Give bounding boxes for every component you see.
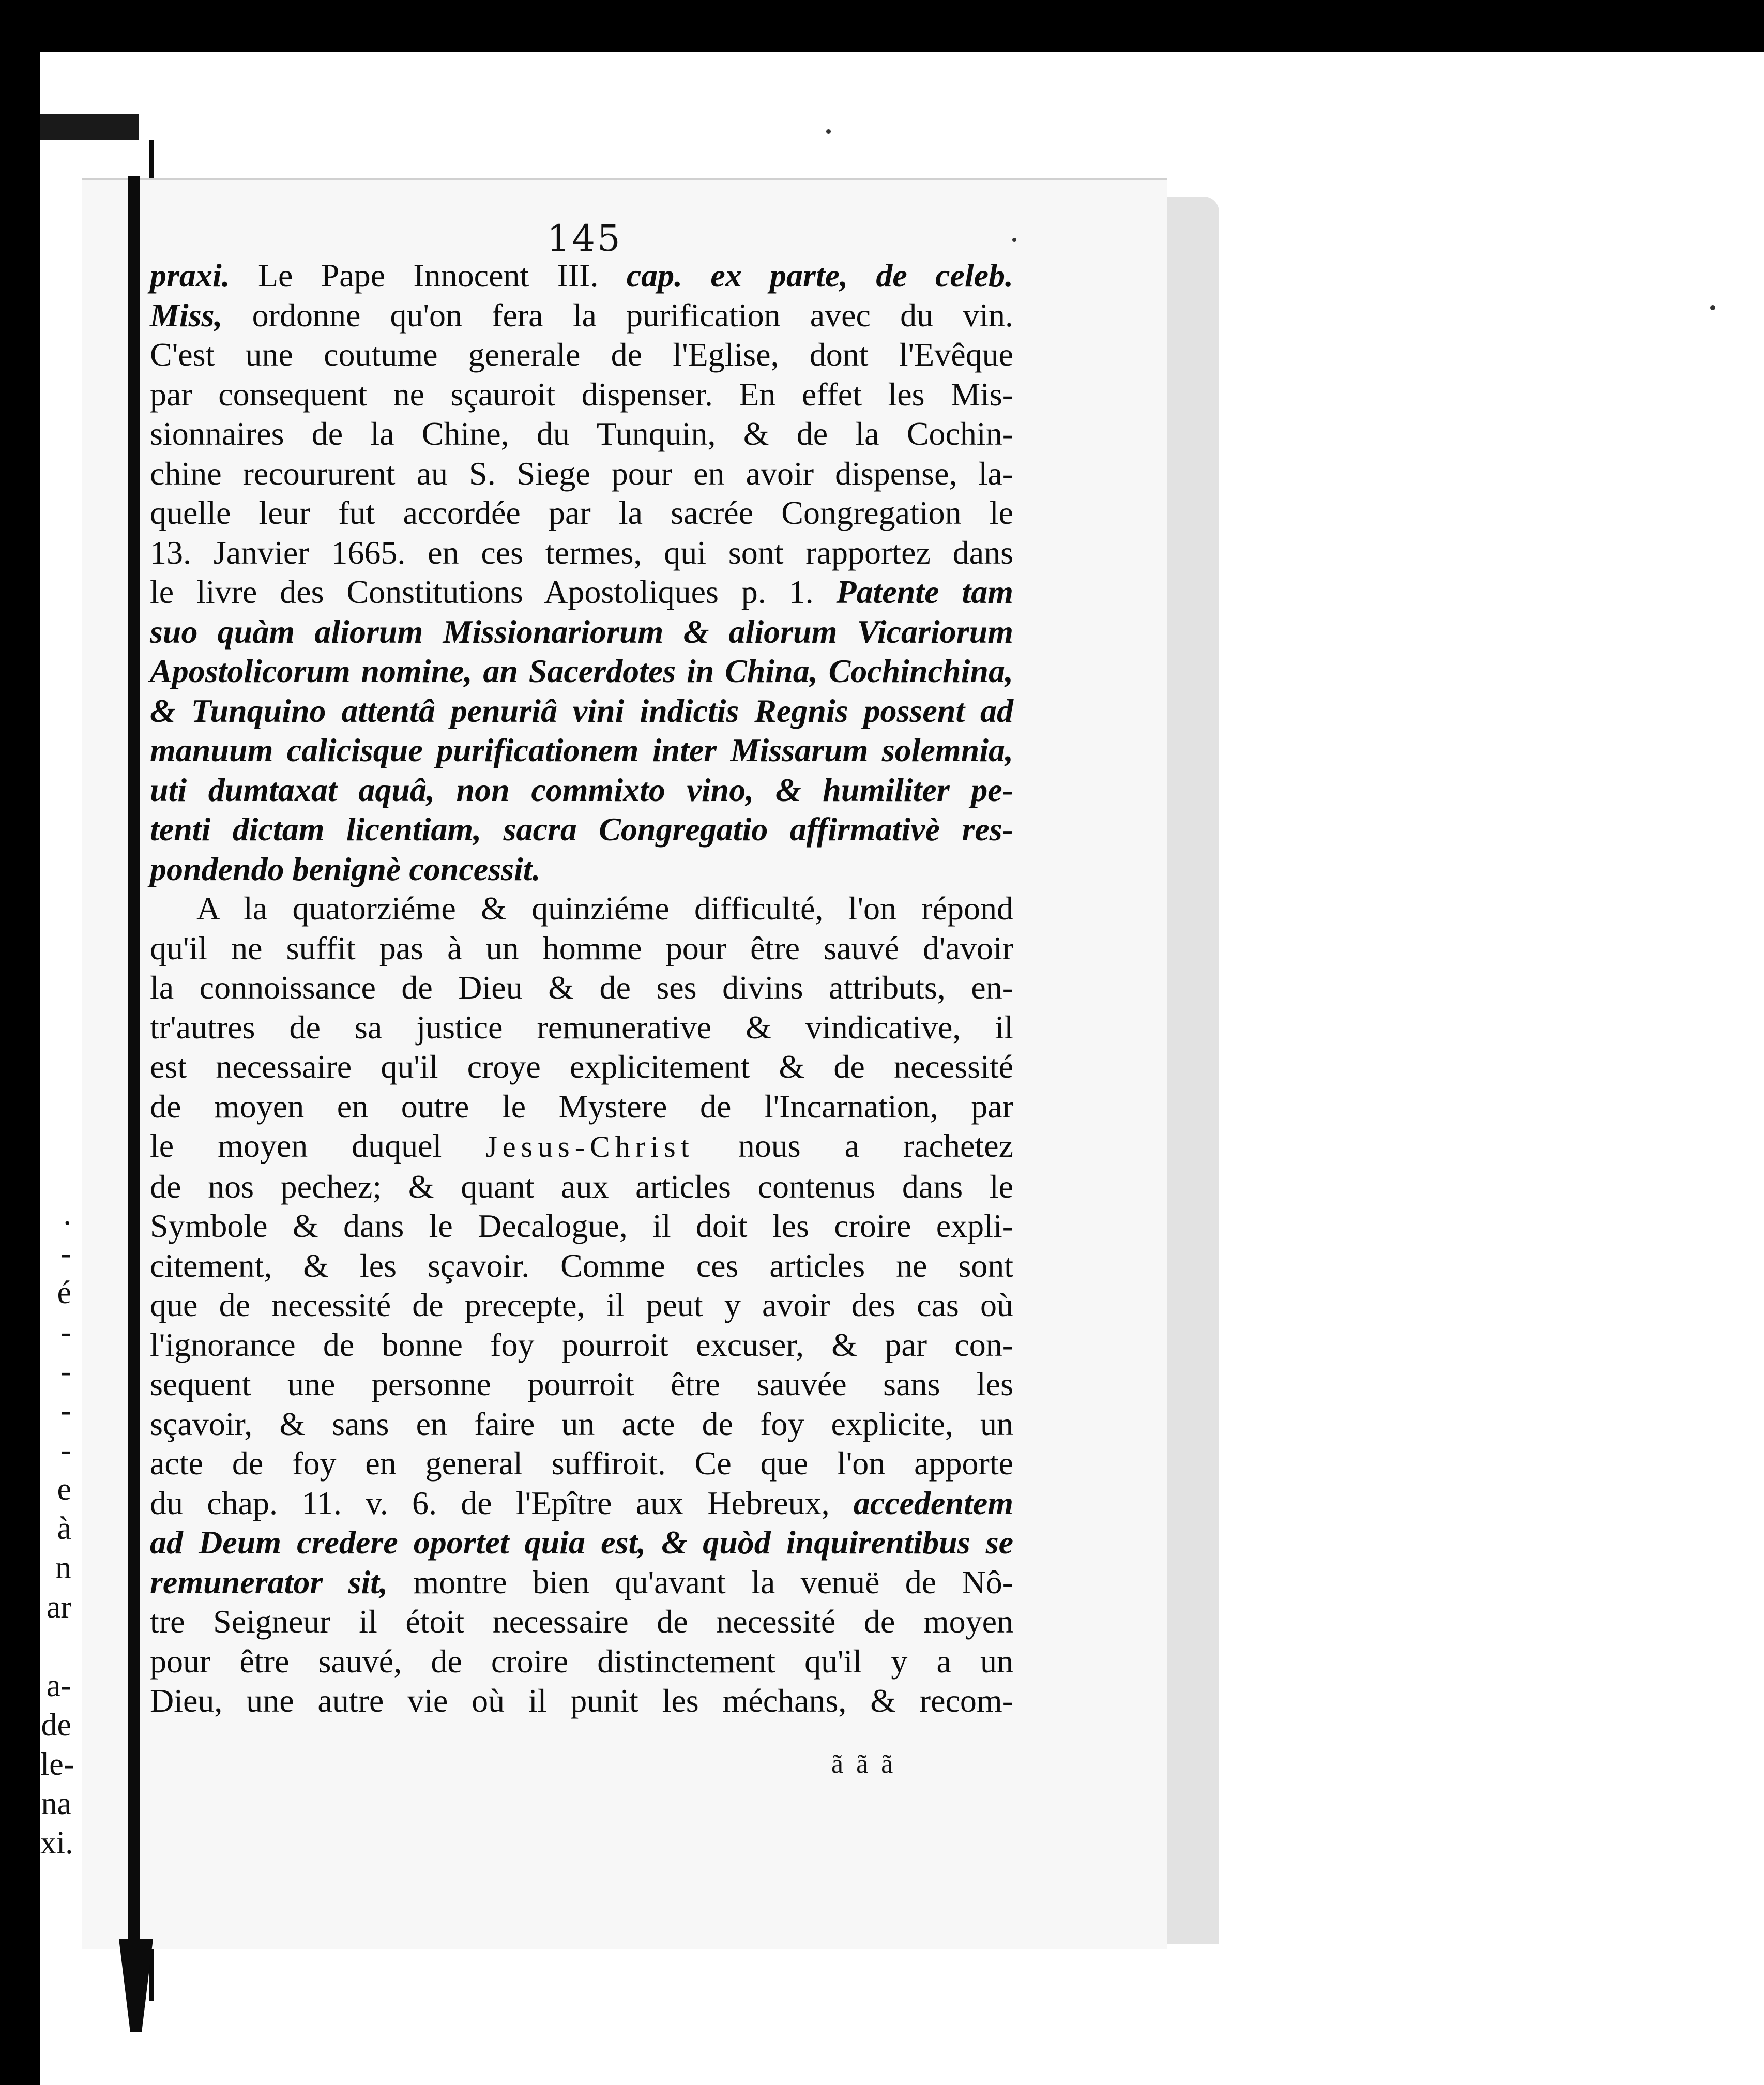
latin-quotation: manuum calicisque purificationem inter Missarum solemnia,: [150, 732, 1013, 768]
page-number: 145: [547, 217, 622, 260]
scanner-border-top: [0, 0, 1764, 52]
text-line: [150, 375, 1013, 415]
text-line: [150, 1602, 1013, 1642]
text-run: Le Pape Innocent III.: [230, 257, 627, 294]
margin-fragment: a-: [46, 1668, 71, 1703]
text-line: [150, 1286, 1013, 1325]
text-line: [150, 612, 1013, 652]
text-line: [150, 493, 1013, 533]
text-line: [150, 1047, 1013, 1087]
previous-page-text-fragments: [40, 1195, 74, 1863]
text-run: acte de foy en general suffiroit. Ce que l'on apporte: [150, 1445, 1013, 1482]
latin-quotation: cap. ex parte, de celeb.: [626, 257, 1013, 294]
margin-fragment: le-: [40, 1747, 74, 1782]
text-line: [150, 1444, 1013, 1484]
page-body-text: [150, 256, 1013, 1721]
margin-fragment: de: [41, 1708, 71, 1743]
margin-fragment: -: [60, 1354, 71, 1389]
text-line: [150, 572, 1013, 612]
text-run: du chap. 11. v. 6. de l'Epître aux Hebreux,: [150, 1484, 854, 1521]
text-run: 13. Janvier 1665. en ces termes, qui sont rapportez dans: [150, 534, 1013, 571]
text-line: [150, 929, 1013, 969]
text-line: [150, 1404, 1013, 1444]
text-line: [150, 1325, 1013, 1365]
text-line: [150, 810, 1013, 850]
latin-quotation: Miss,: [150, 296, 223, 334]
text-line: [150, 1126, 1013, 1167]
text-run: le moyen duquel: [150, 1127, 486, 1164]
latin-quotation: tenti dictam licentiam, sacra Congregatio affirmativè res-: [150, 811, 1013, 848]
latin-quotation: ad Deum credere oportet quia est, & quòd inquirentibus se: [150, 1524, 1013, 1561]
text-line: [150, 1087, 1013, 1127]
margin-fragment: ar: [46, 1590, 71, 1625]
margin-fragment: [40, 1627, 71, 1666]
margin-fragment: na: [41, 1786, 71, 1821]
margin-fragment: é: [57, 1275, 71, 1310]
margin-fragment: -: [60, 1393, 71, 1428]
text-line: [150, 1167, 1013, 1207]
text-line: [150, 1246, 1013, 1286]
scanner-border-left: [0, 52, 40, 2085]
text-run: la connoissance de Dieu & de ses divins attributs, en-: [150, 969, 1013, 1006]
text-line: [150, 770, 1013, 810]
text-run: quelle leur fut accordée par la sacrée Congregation le: [150, 494, 1013, 531]
book-spine-shadow: [128, 176, 140, 1955]
scan-area: [40, 52, 1715, 2085]
latin-quotation: pondendo benignè concessit.: [150, 850, 541, 887]
text-run: le livre des Constitutions Apostoliques p. 1.: [150, 573, 837, 610]
text-run: qu'il ne suffit pas à un homme pour être sauvé d'avoir: [150, 929, 1013, 966]
text-run: l'ignorance de bonne foy pourroit excuser, & par con-: [150, 1326, 1013, 1363]
text-run: C'est une coutume generale de l'Eglise, dont l'Evêque: [150, 336, 1013, 373]
text-run: par consequent ne sçauroit dispenser. En effet les Mis-: [150, 375, 1013, 413]
latin-quotation: praxi.: [150, 257, 230, 294]
text-line: [150, 1642, 1013, 1682]
margin-fragment: -: [60, 1432, 71, 1468]
latin-quotation: Patente tam: [836, 573, 1014, 610]
ink-speck: [1710, 305, 1715, 310]
text-run: montre bien qu'avant la venuë de Nô-: [388, 1563, 1014, 1600]
text-run: nous a rachetez: [694, 1127, 1014, 1164]
latin-quotation: accedentem: [853, 1484, 1013, 1521]
text-run: citement, & les sçavoir. Comme ces articles ne sont: [150, 1247, 1013, 1284]
text-run: Dieu, une autre vie où il punit les méchans, & recom-: [150, 1682, 1013, 1719]
text-line: [150, 1008, 1013, 1048]
text-run: ordonne qu'on fera la purification avec du vin.: [222, 296, 1013, 334]
margin-fragment: .: [63, 1197, 71, 1232]
text-run: sionnaires de la Chine, du Tunquin, & de la Cochin-: [150, 415, 1013, 452]
small-caps-name: Jesus-Christ: [485, 1130, 694, 1164]
signature-mark: ã ã ã: [831, 1749, 896, 1779]
text-line: [150, 691, 1013, 731]
text-run: pour être sauvé, de croire distinctement qu'il y a un: [150, 1642, 1013, 1680]
ink-speck: [1012, 238, 1016, 242]
latin-quotation: remunerator sit,: [150, 1563, 388, 1600]
text-run: sequent une personne pourroit être sauvée sans les: [150, 1366, 1013, 1402]
text-line: [150, 1206, 1013, 1246]
text-line: [150, 1365, 1013, 1404]
text-line: [150, 968, 1013, 1008]
ink-speck: [826, 129, 831, 134]
text-run: tr'autres de sa justice remunerative & vindicative, il: [150, 1008, 1013, 1046]
latin-quotation: suo quàm aliorum Missionariorum & aliorum Vicariorum: [150, 613, 1013, 650]
text-run: de moyen en outre le Mystere de l'Incarnation, par: [150, 1087, 1013, 1125]
text-line: [150, 454, 1013, 494]
latin-quotation: uti dumtaxat aquâ, non commixto vino, & humiliter pe-: [150, 771, 1013, 808]
text-run: sçavoir, & sans en faire un acte de foy explicite, un: [150, 1405, 1013, 1442]
text-line: [150, 850, 1013, 889]
text-run: chine recoururent au S. Siege pour en avoir dispense, la-: [150, 455, 1013, 492]
text-run: A la quatorziéme & quinziéme difficulté, l'on répond: [196, 890, 1013, 927]
text-line: [150, 731, 1013, 770]
margin-fragment: -: [60, 1236, 71, 1271]
margin-fragment: n: [55, 1550, 71, 1585]
text-run: que de necessité de precepte, il peut y avoir des cas où: [150, 1287, 1013, 1323]
text-run: tre Seigneur il étoit necessaire de necessité de moyen: [150, 1603, 1013, 1640]
text-line: [150, 1484, 1013, 1523]
text-line: [150, 889, 1013, 929]
margin-fragment: e: [57, 1472, 71, 1507]
latin-quotation: & Tunquino attentâ penuriâ vini indictis Regnis possent ad: [150, 692, 1013, 729]
text-line: [150, 296, 1013, 336]
text-line: [150, 414, 1013, 454]
text-line: [150, 652, 1013, 691]
text-line: [150, 335, 1013, 375]
margin-fragment: à: [57, 1511, 71, 1546]
text-run: est necessaire qu'il croye explicitement & de necessité: [150, 1048, 1013, 1085]
margin-fragment: -: [60, 1315, 71, 1350]
latin-quotation: Apostolicorum nomine, an Sacerdotes in China, Cochinchina,: [150, 653, 1013, 689]
text-run: Symbole & dans le Decalogue, il doit les croire expli-: [150, 1207, 1013, 1244]
text-line: [150, 1563, 1013, 1603]
text-run: de nos pechez; & quant aux articles contenus dans le: [150, 1168, 1013, 1205]
text-line: [150, 533, 1013, 573]
text-line: [150, 256, 1013, 296]
margin-fragment: xi.: [40, 1825, 73, 1861]
text-line: [150, 1681, 1013, 1721]
text-line: [150, 1523, 1013, 1563]
